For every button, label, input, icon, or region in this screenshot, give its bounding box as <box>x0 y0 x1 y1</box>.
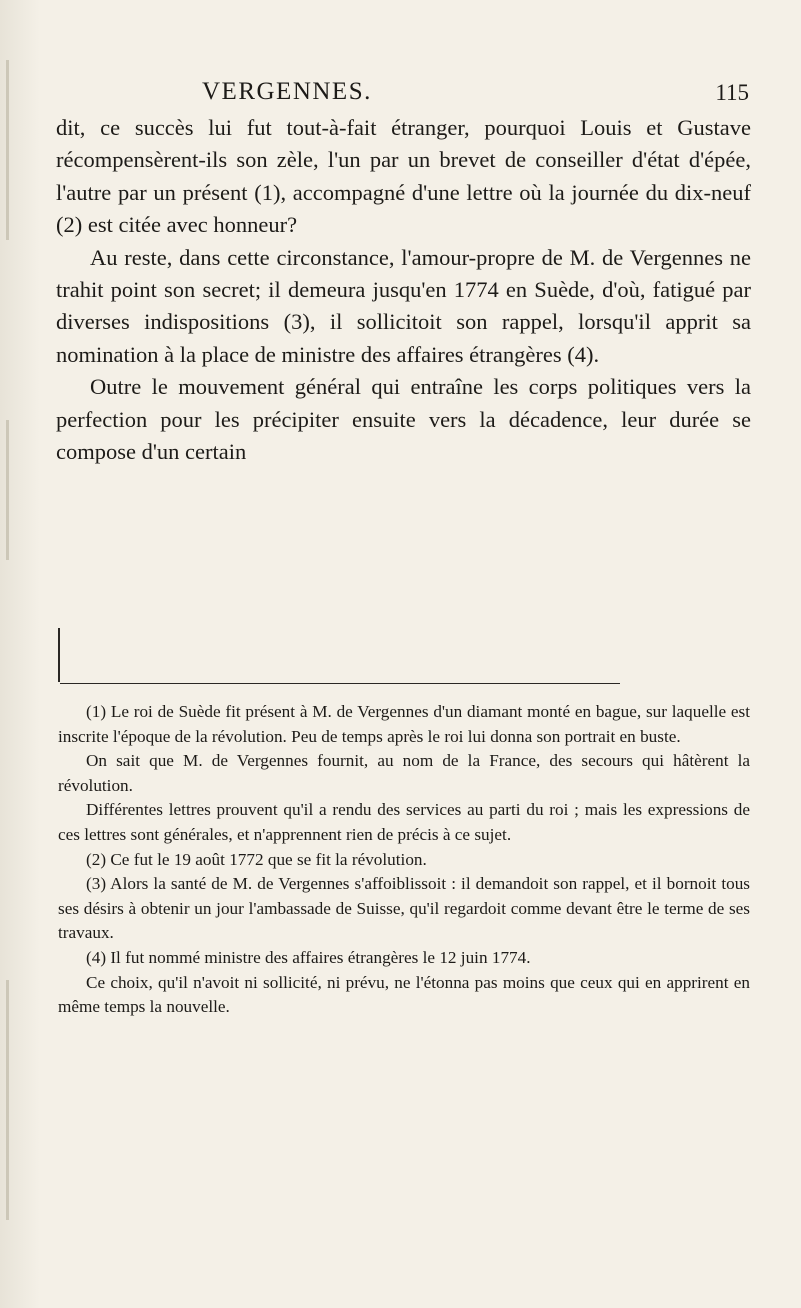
page-edge-shadow <box>6 980 9 1220</box>
footnote: Différentes lettres prouvent qu'il a rendu des services au parti du roi ; mais les expressions de ces lettres sont générales, et n'apprennent rien de précis à ce sujet. <box>58 800 750 844</box>
footnotes <box>58 700 750 1020</box>
footnote: (2) Ce fut le 19 août 1772 que se fit la révolution. <box>86 849 427 869</box>
page-number: 115 <box>715 80 749 105</box>
footnote: (1) Le roi de Suède fit présent à M. de Vergennes d'un diamant monté en bague, sur laquelle est inscrite l'époque de la révolution. Peu de temps après le roi lui donna son portrait en buste. <box>58 702 750 746</box>
body-paragraph: Outre le mouvement général qui entraîne les corps politiques vers la perfection pour les précipiter ensuite vers la décadence, leur durée se compose d'un certain <box>56 374 751 465</box>
margin-rule <box>58 628 60 682</box>
page-edge-shadow <box>6 60 9 240</box>
footnote: (4) Il fut nommé ministre des affaires étrangères le 12 juin 1774. <box>86 947 531 967</box>
body-paragraph: dit, ce succès lui fut tout-à-fait étranger, pourquoi Louis et Gustave récompensèrent-ils son zèle, l'un par un brevet de conseiller d'état d'épée, l'autre par un présent (1), accompagné d'une lettre où la journée du dix-neuf (2) est citée avec honneur? <box>56 115 751 238</box>
page-edge-shadow <box>6 420 9 560</box>
footnote: (3) Alors la santé de M. de Vergennes s'affoiblissoit : il demandoit son rappel, et il bornoit tous ses désirs à obtenir un jour l'ambassade de Suisse, qu'il regardoit comme devant être le terme de ses travaux. <box>58 874 750 943</box>
main-text <box>56 112 751 468</box>
footnote: Ce choix, qu'il n'avoit ni sollicité, ni prévu, ne l'étonna pas moins que ceux qui en apprirent en même temps la nouvelle. <box>58 972 750 1017</box>
running-head: VERGENNES. <box>202 78 372 105</box>
footnote: On sait que M. de Vergennes fournit, au nom de la France, des secours qui hâtèrent la révolution. <box>58 751 750 795</box>
body-paragraph: Au reste, dans cette circonstance, l'amour-propre de M. de Vergennes ne trahit point son secret; il demeura jusqu'en 1774 en Suède, d'où, fatigué par diverses indispositions (3), il sollicitoit son rappel, lorsqu'il apprit sa nomination à la place de ministre des affaires étrangères (4). <box>56 244 751 367</box>
footnote-separator <box>60 683 620 684</box>
page-header <box>60 78 749 108</box>
